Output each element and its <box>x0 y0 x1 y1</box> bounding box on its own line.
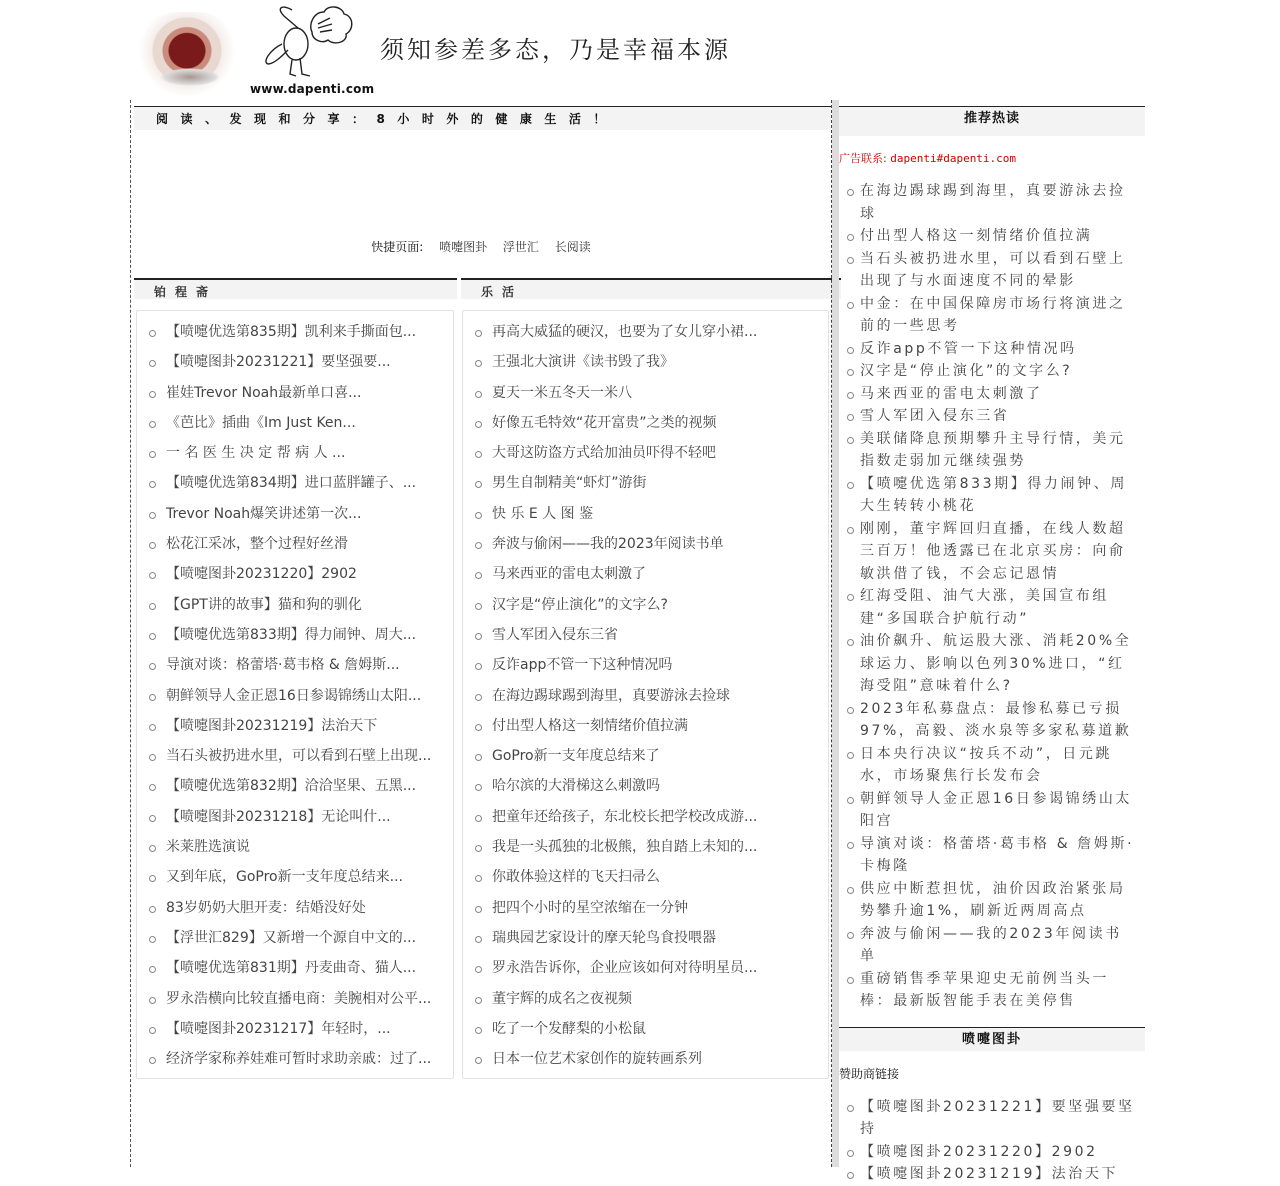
list-item <box>860 585 1135 630</box>
hot-read-link[interactable]: 重磅销售季苹果迎史无前例当头一棒：最新版智能手表在美停售 <box>860 970 1109 1009</box>
article-link[interactable]: 【喷嚏优选第832期】洽洽坚果、五黑... <box>166 778 417 795</box>
list-item <box>137 378 453 408</box>
list-item <box>137 953 453 983</box>
list-item <box>463 923 828 953</box>
article-link[interactable]: 一 名 医 生 决 定 帮 病 人 ... <box>166 445 346 462</box>
hot-read-link[interactable]: 汉字是“停止演化”的文字么? <box>860 363 1073 379</box>
hot-read-link[interactable]: 中金：在中国保障房市场行将演进之前的一些思考 <box>860 295 1126 334</box>
list-item <box>860 1163 1135 1186</box>
list-item <box>463 1044 828 1074</box>
article-link[interactable]: 罗永浩横向比较直播电商：美腕相对公平... <box>166 990 432 1007</box>
article-link[interactable]: 罗永浩告诉你，企业应该如何对待明星员... <box>492 960 758 977</box>
hot-read-link[interactable]: 油价飙升、航运股大涨、消耗20%全球运力、影响以色列30%进口，“红海受阻”意味着什么? <box>860 633 1132 694</box>
hot-reads-header <box>839 106 1145 136</box>
list-item <box>463 499 828 529</box>
article-link[interactable]: 经济学家称养娃难可暂时求助亲戚：过了... <box>166 1051 432 1068</box>
list-item <box>463 711 828 741</box>
article-link[interactable]: 【喷嚏优选第834期】进口蓝胖罐子、... <box>166 475 417 492</box>
sidebar <box>839 100 1145 1182</box>
tugua-header <box>839 1027 1145 1051</box>
list-item <box>137 802 453 832</box>
column-list-lehuo <box>462 310 829 1079</box>
list-item <box>137 771 453 801</box>
quick-link-fushihui[interactable]: 浮世汇 <box>502 240 539 254</box>
list-item <box>860 878 1135 923</box>
site-slogan: 须知参差多态，乃是幸福本源 <box>380 36 731 64</box>
article-link[interactable]: 崔娃Trevor Noah最新单口喜... <box>166 384 362 401</box>
article-link[interactable]: Trevor Noah爆笑讲述第一次... <box>166 505 362 522</box>
article-link[interactable]: 再高大威猛的硬汉，也要为了女儿穿小裙... <box>492 324 758 340</box>
rabbit-mascot-icon <box>252 2 362 80</box>
list-item <box>463 468 828 498</box>
list-item <box>137 1014 453 1044</box>
column-title: 铂程斋 <box>154 285 218 299</box>
list-item <box>137 862 453 892</box>
list-item <box>463 317 828 347</box>
site-url[interactable]: www.dapenti.com <box>250 82 375 96</box>
article-link[interactable]: 【喷嚏图卦20231220】2902 <box>166 566 357 583</box>
article-link[interactable]: 83岁奶奶大胆开麦：结婚没好处 <box>166 899 366 916</box>
hot-read-link[interactable]: 2023年私募盘点：最惨私募已亏损97%，高毅、淡水泉等多家私募道歉 <box>860 700 1132 739</box>
hot-read-link[interactable]: 刚刚，董宇辉回归直播，在线人数超三百万！他透露已在北京买房：向俞敏洪借了钱，不会忘记恩情 <box>860 520 1126 582</box>
list-item <box>860 1096 1135 1141</box>
list-item <box>137 499 453 529</box>
hot-read-link[interactable]: 导演对谈：格蕾塔·葛韦格 & 詹姆斯·卡梅隆 <box>860 835 1135 874</box>
list-item <box>463 953 828 983</box>
article-link[interactable]: 马来西亚的雷电太刺激了 <box>492 566 646 583</box>
site-header <box>130 0 750 100</box>
article-link[interactable]: 大哥这防盗方式给加油员吓得不轻吧 <box>492 445 716 462</box>
list-item <box>463 529 828 559</box>
article-link[interactable]: 奔波与偷闲——我的2023年阅读书单 <box>492 536 724 553</box>
list-item <box>463 408 828 438</box>
list-item <box>463 650 828 680</box>
list-item <box>860 338 1135 361</box>
article-link[interactable]: 我是一头孤独的北极熊，独自踏上未知的... <box>492 839 758 856</box>
article-link[interactable]: 日本一位艺术家创作的旋转画系列 <box>492 1051 702 1068</box>
list-item <box>463 984 828 1014</box>
article-link[interactable]: 【喷嚏图卦20231218】无论叫什... <box>166 808 391 825</box>
tugua-link[interactable]: 【喷嚏图卦20231219】法治天下 <box>860 1166 1119 1182</box>
hot-read-link[interactable]: 奔波与偷闲——我的2023年阅读书单 <box>860 925 1122 964</box>
list-item <box>860 360 1135 383</box>
list-item <box>463 832 828 862</box>
list-item <box>860 968 1135 1013</box>
article-link[interactable]: 导演对谈：格蕾塔·葛韦格 & 詹姆斯... <box>166 657 400 674</box>
list-item <box>137 923 453 953</box>
list-item <box>137 408 453 438</box>
list-item <box>860 743 1135 788</box>
list-item <box>137 681 453 711</box>
hot-read-link[interactable]: 当石头被扔进水里，可以看到石壁上出现了与水面速度不同的晕影 <box>860 250 1126 289</box>
list-item <box>463 741 828 771</box>
article-link[interactable]: 董宇辉的成名之夜视频 <box>492 990 632 1007</box>
article-link[interactable]: 王强北大演讲《读书毁了我》 <box>492 354 674 371</box>
list-item <box>860 473 1135 518</box>
hot-read-link[interactable]: 供应中断惹担忧，油价因政治紧张局势攀升逾1%，刷新近两周高点 <box>860 880 1126 919</box>
article-link[interactable]: 又到年底，GoPro新一支年度总结来... <box>166 869 403 886</box>
article-link[interactable]: 《芭比》插曲《Im Just Ken... <box>166 414 356 431</box>
list-item <box>137 317 453 347</box>
list-item <box>137 984 453 1014</box>
list-item <box>860 788 1135 833</box>
list-item <box>463 590 828 620</box>
list-item <box>463 802 828 832</box>
hot-read-link[interactable]: 红海受阻、油气大涨，美国宣布组建“多国联合护航行动” <box>860 588 1109 627</box>
sidebar-gutter <box>832 100 839 1167</box>
hot-reads-list <box>839 180 1145 1013</box>
hot-reads-title: 推荐热读 <box>963 111 1020 126</box>
ad-contact-email[interactable]: dapenti#dapenti.com <box>890 152 1017 165</box>
article-link[interactable]: 【喷嚏优选第831期】丹麦曲奇、猫人... <box>166 960 417 977</box>
article-link[interactable]: 哈尔滨的大滑梯这么刺激吗 <box>492 778 660 795</box>
hot-read-link[interactable]: 【喷嚏优选第833期】得力闹钟、周大生转转小桃花 <box>860 475 1127 514</box>
list-item <box>860 405 1135 428</box>
article-link[interactable]: 雪人军团入侵东三省 <box>492 626 618 643</box>
article-link[interactable]: 【喷嚏图卦20231217】年轻时，... <box>166 1020 391 1037</box>
quick-links <box>131 238 831 255</box>
article-link[interactable]: 你敢体验这样的飞天扫帚么 <box>492 869 660 886</box>
tugua-title: 喷嚏图卦 <box>961 1031 1022 1047</box>
article-link[interactable]: GoPro新一支年度总结来了 <box>492 748 660 765</box>
article-link[interactable]: 汉字是“停止演化”的文字么? <box>492 596 668 613</box>
tugua-list <box>839 1096 1145 1186</box>
list-item <box>860 180 1135 225</box>
list-item <box>463 347 828 377</box>
list-item <box>463 1014 828 1044</box>
hot-read-link[interactable]: 美联储降息预期攀升主导行情，美元指数走弱加元继续强势 <box>860 430 1126 469</box>
article-link[interactable]: 【GPT讲的故事】猫和狗的驯化 <box>166 596 362 613</box>
article-link[interactable]: 米莱胜选演说 <box>166 839 250 856</box>
article-link[interactable]: 【喷嚏图卦20231221】要坚强要... <box>166 354 391 371</box>
tugua-link[interactable]: 【喷嚏图卦20231221】要坚强要坚持 <box>860 1098 1135 1137</box>
list-item <box>860 225 1135 248</box>
list-item <box>463 378 828 408</box>
list-item <box>137 741 453 771</box>
hot-read-link[interactable]: 付出型人格这一刻情绪价值拉满 <box>860 228 1093 244</box>
article-link[interactable]: 反诈app不管一下这种情况吗 <box>492 657 673 674</box>
teacup-logo-image[interactable] <box>138 12 236 98</box>
main-content <box>130 100 832 1167</box>
list-item <box>137 529 453 559</box>
hot-read-link[interactable]: 反诈app不管一下这种情况吗 <box>860 340 1077 357</box>
article-link[interactable]: 夏天一米五冬天一米八 <box>492 384 632 401</box>
article-link[interactable]: 当石头被扔进水里，可以看到石壁上出现... <box>166 748 432 765</box>
hot-read-link[interactable]: 雪人军团入侵东三省 <box>860 408 1010 424</box>
list-item <box>137 347 453 377</box>
list-item <box>463 681 828 711</box>
article-link[interactable]: 在海边踢球踢到海里，真要游泳去捡球 <box>492 687 730 704</box>
list-item <box>860 383 1135 406</box>
article-link[interactable]: 【喷嚏优选第833期】得力闹钟、周大... <box>166 626 417 643</box>
list-item <box>137 559 453 589</box>
list-item <box>137 650 453 680</box>
article-link[interactable]: 付出型人格这一刻情绪价值拉满 <box>492 717 688 734</box>
list-item <box>463 438 828 468</box>
ad-contact-label: 广告联系: <box>839 152 887 165</box>
tagline: 阅读、发现和分享：8小时外的健康生活！ <box>156 112 618 126</box>
quick-links-label: 快捷页面: <box>371 240 424 254</box>
list-item <box>137 832 453 862</box>
list-item <box>137 620 453 650</box>
list-item <box>463 771 828 801</box>
hot-read-link[interactable]: 日本央行决议“按兵不动”，日元跳水，市场聚焦行长发布会 <box>860 745 1113 784</box>
list-item <box>463 893 828 923</box>
list-item <box>860 630 1135 698</box>
article-link[interactable]: 好像五毛特效“花开富贵”之类的视频 <box>492 414 717 431</box>
quick-link-long-read[interactable]: 长阅读 <box>554 240 591 254</box>
article-link[interactable]: 瑞典园艺家设计的摩天轮鸟食投喂器 <box>492 929 716 946</box>
column-header-lehuo <box>461 278 841 299</box>
list-item <box>463 559 828 589</box>
ad-contact <box>839 150 1145 166</box>
quick-link-tugua[interactable]: 喷嚏图卦 <box>439 240 488 254</box>
list-item <box>137 438 453 468</box>
column-list-bochengzhai <box>136 310 454 1079</box>
list-item <box>137 468 453 498</box>
article-link[interactable]: 【喷嚏优选第835期】凯利来手撕面包... <box>166 324 417 340</box>
list-item <box>463 862 828 892</box>
article-link[interactable]: 快 乐 E 人 图 鉴 <box>492 505 594 522</box>
list-item <box>137 893 453 923</box>
hot-read-link[interactable]: 马来西亚的雷电太刺激了 <box>860 385 1043 402</box>
sponsor-label: 赞助商链接 <box>839 1066 900 1081</box>
article-link[interactable]: 【浮世汇829】又新增一个源自中文的... <box>166 929 417 946</box>
hot-read-link[interactable]: 在海边踢球踢到海里，真要游泳去捡球 <box>860 183 1126 222</box>
list-item <box>860 698 1135 743</box>
tagline-bar <box>134 106 831 130</box>
article-link[interactable]: 朝鲜领导人金正恩16日参谒锦绣山太阳... <box>166 687 422 704</box>
article-link[interactable]: 吃了一个发酵梨的小松鼠 <box>492 1020 646 1037</box>
column-header-bochengzhai <box>134 278 457 299</box>
list-item <box>860 923 1135 968</box>
list-item <box>137 590 453 620</box>
tugua-link[interactable]: 【喷嚏图卦20231220】2902 <box>860 1143 1098 1160</box>
article-link[interactable]: 把童年还给孩子，东北校长把学校改成游... <box>492 808 758 825</box>
list-item <box>860 248 1135 293</box>
hot-read-link[interactable]: 朝鲜领导人金正恩16日参谒锦绣山太阳宫 <box>860 790 1133 829</box>
list-item <box>463 620 828 650</box>
article-link[interactable]: 松花江采冰，整个过程好丝滑 <box>166 536 348 553</box>
column-title: 乐活 <box>481 285 524 299</box>
list-item <box>860 833 1135 878</box>
list-item <box>860 293 1135 338</box>
article-link[interactable]: 把四个小时的星空浓缩在一分钟 <box>492 899 688 916</box>
list-item <box>137 1044 453 1074</box>
list-item <box>860 518 1135 586</box>
article-link[interactable]: 男生自制精美“虾灯”游街 <box>492 475 647 492</box>
article-link[interactable]: 【喷嚏图卦20231219】法治天下 <box>166 717 378 734</box>
list-item <box>137 711 453 741</box>
list-item <box>860 428 1135 473</box>
list-item <box>860 1141 1135 1164</box>
